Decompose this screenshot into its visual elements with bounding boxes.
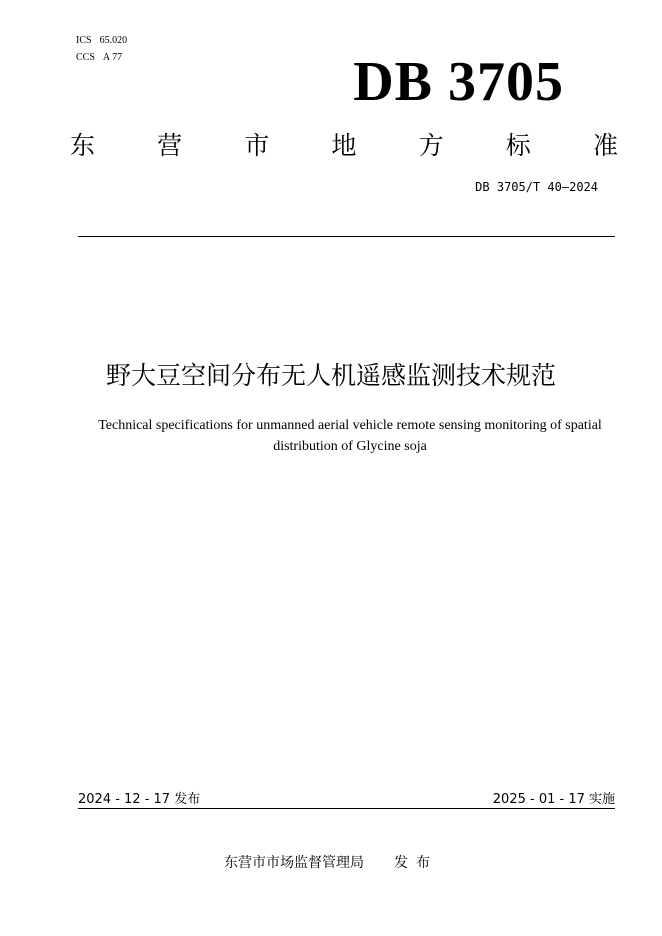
standard-kind-char: 地: [331, 131, 357, 160]
title-english: Technical specifications for unmanned aerial vehicle remote sensing monitoring of spatial distribution of Glycine soja: [98, 418, 602, 454]
ics-value: 65.020: [99, 35, 128, 46]
classification-codes: [76, 32, 127, 66]
publish-date: 2024 - 12 - 17 发布: [78, 792, 201, 807]
issuing-authority: [0, 852, 662, 872]
ics-code: [76, 32, 127, 49]
standard-kind-char: 市: [244, 131, 270, 160]
standard-kind-char: 东: [70, 131, 96, 160]
issuer-name: 东营市市场监督管理局: [224, 855, 364, 871]
standard-number: DB 3705: [353, 51, 564, 113]
footer-divider: [78, 808, 615, 809]
standard-kind: [70, 124, 618, 164]
implement-date: 2025 - 01 - 17 实施: [492, 792, 615, 807]
standard-kind-char: 方: [418, 131, 444, 160]
ccs-code: [76, 49, 127, 66]
standard-kind-char: 标: [505, 131, 531, 160]
ics-label: ICS: [76, 35, 92, 46]
issue-label: 发布: [394, 855, 438, 871]
standard-kind-char: 营: [157, 131, 183, 160]
ccs-label: CCS: [76, 52, 95, 63]
title-chinese: 野大豆空间分布无人机遥感监测技术规范: [105, 361, 556, 390]
ccs-value: A 77: [102, 52, 123, 63]
standard-kind-char: 准: [592, 131, 618, 160]
standard-code: DB 3705/T 40—2024: [475, 180, 598, 194]
header-divider: [78, 236, 615, 237]
